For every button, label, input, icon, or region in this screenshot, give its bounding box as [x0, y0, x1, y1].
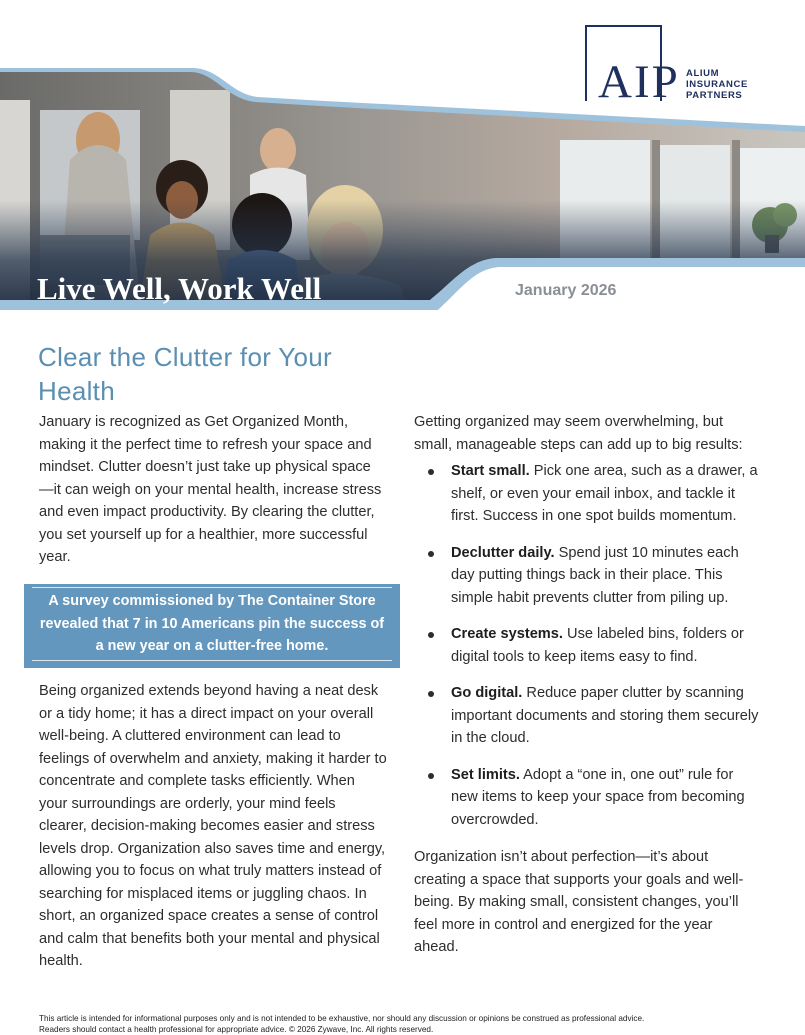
issue-date: January 2026 — [515, 282, 617, 299]
callout-box — [24, 584, 400, 668]
list-item — [414, 764, 764, 832]
tip-title: Go digital. — [451, 685, 523, 701]
tip-text: Use labeled bins, folders or digital tools to keep items easy to find. — [451, 626, 744, 665]
lead-paragraph: Getting organized may seem overwhelming, but small, manageable steps can add up to big results: — [414, 414, 743, 453]
tip-text: Spend just 10 minutes each day putting things back in their place. This simple habit prevents clutter from piling up. — [451, 544, 739, 606]
callout-rule-top — [32, 587, 392, 588]
bullet-icon — [428, 632, 434, 638]
series-title: Live Well, Work Well — [37, 271, 322, 306]
disclaimer-line: Readers should contact a health professional for appropriate advice. © 2026 Zywave, Inc. All rights reserved. — [39, 1025, 434, 1034]
bullet-icon — [428, 691, 434, 697]
list-item — [414, 682, 764, 750]
body-paragraph: Being organized extends beyond having a neat desk or a tidy home; it has a direct impact on your overall well-being. A cluttered environment can lead to feelings of overwhelm and anxiety, making it harder to concentrate and complete tasks efficiently. When your surroundings are orderly, your mind feels clearer, decision-making becomes easier and stress levels drop. Organization also saves time and energy, allowing you to focus on what truly matters instead of searching for misplaced items or juggling chaos. In short, an organized space creates a sense of control and calm that benefits both your mental and physical health. — [39, 683, 387, 969]
callout-rule-bottom — [32, 660, 392, 661]
tip-title: Set limits. — [451, 766, 520, 783]
logo-mark: AIP — [598, 56, 680, 108]
tip-text: Adopt a “one in, one out” rule for new items to keep your space from becoming overcrowded. — [451, 766, 745, 828]
intro-paragraph: January is recognized as Get Organized Month, making it the perfect time to refresh your space and mindset. Clutter doesn’t just take up physical space—it can weigh on your mental health, increase stress and even impact productivity. By clearing the clutter, you set yourself up for a healthier, more successful year. — [39, 414, 382, 565]
logo-caption-line: PARTNERS — [686, 90, 743, 101]
tips-list — [414, 460, 764, 845]
tip-title: Start small. — [451, 463, 530, 479]
tip-title: Create systems. — [451, 626, 563, 642]
bullet-icon — [428, 469, 434, 475]
tip-text: Reduce paper clutter by scanning important documents and storing them securely in the cloud. — [451, 685, 759, 746]
bullet-icon — [428, 773, 434, 779]
disclaimer — [39, 1013, 799, 1035]
closing-paragraph: Organization isn’t about perfection—it’s about creating a space that supports your goals and well-being. By making small, consistent changes, you’ll feel more in control and energized for the year ahead. — [414, 849, 744, 955]
bullet-icon — [428, 551, 434, 557]
article-title: Clear the Clutter for Your Health — [38, 342, 332, 406]
tip-title: Declutter daily. — [451, 544, 555, 561]
logo-caption-line: ALIUM — [686, 68, 720, 79]
logo-caption-line: INSURANCE — [686, 79, 748, 90]
list-item — [414, 623, 764, 668]
tip-text: Pick one area, such as a drawer, a shelf, or even your email inbox, and tackle it first. Success in one spot builds momentum. — [451, 463, 758, 524]
list-item — [414, 542, 764, 610]
list-item — [414, 460, 764, 528]
disclaimer-line: This article is intended for informational purposes only and is not intended to be exhaustive, nor should any discussion or opinions be construed as professional advice. — [39, 1014, 645, 1023]
callout-text: A survey commissioned by The Container Store revealed that 7 in 10 Americans pin the success of a new year on a clutter-free home. — [39, 593, 385, 654]
